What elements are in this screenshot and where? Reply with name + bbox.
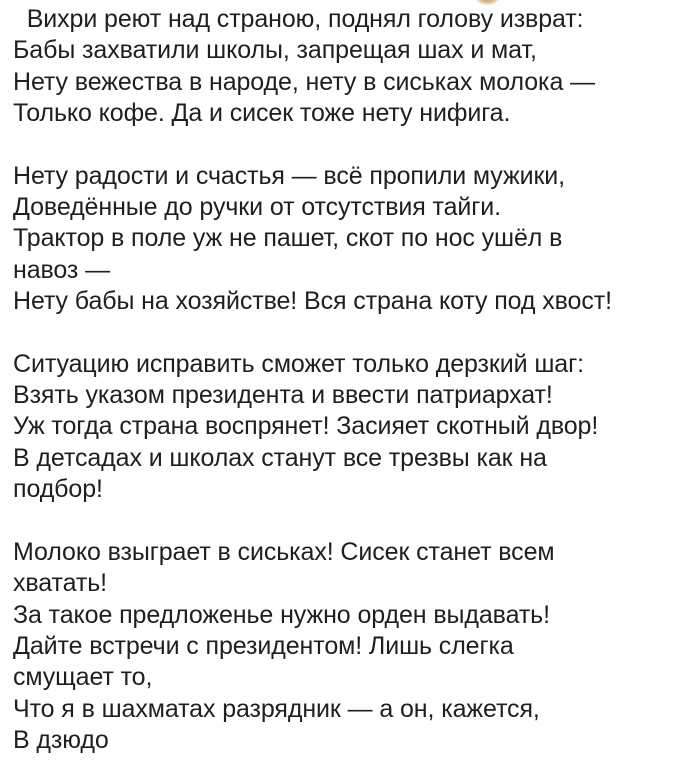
poem-line: смущает то, — [13, 663, 153, 692]
poem-line: Уж тогда страна воспрянет! Засияет скотный двор! — [13, 412, 599, 441]
poem-line: Что я в шахматах разрядник — а он, кажется, — [13, 694, 540, 723]
poem-line: За такое предложенье нужно орден выдавать! — [13, 600, 550, 629]
poem-line: Молоко взыграет в сиськах! Сисек станет всем — [13, 537, 555, 566]
poem-line: Нету вежества в народе, нету в сиськах молока — — [13, 67, 595, 96]
poem-line: В детсадах и школах станут все трезвы как на — [13, 443, 547, 472]
poem-line: Ситуацию исправить сможет только дерзкий шаг: — [13, 349, 584, 378]
poem-line: Только кофе. Да и сисек тоже нету нифига. — [13, 99, 511, 128]
stanza-2 — [13, 161, 694, 318]
poem-line: Бабы захватили школы, запрещая шах и мат, — [13, 36, 537, 65]
poem-line: Вихри реют над страною, поднял голову изврат: — [13, 5, 584, 33]
poem-line: В дзюдо — [13, 725, 109, 754]
poem-line: Нету радости и счастья — всё пропили мужики, — [13, 161, 566, 190]
stanza-1 — [13, 4, 694, 129]
poem-line: хватать! — [13, 569, 107, 598]
poem-line: подбор! — [13, 475, 103, 504]
poem-line: Трактор в поле уж не пашет, скот по нос ушёл в — [13, 224, 563, 253]
poem-line: Нету бабы на хозяйстве! Вся страна коту под хвост! — [13, 287, 612, 316]
poem-line: навоз — — [13, 255, 111, 284]
poem-line: Взять указом президента и ввести патриархат! — [13, 381, 553, 410]
poem-line: Дайте встречи с президентом! Лишь слегка — [13, 631, 514, 660]
poem-line: Доведённые до ручки от отсутствия тайги. — [13, 193, 502, 222]
stanza-3 — [13, 349, 694, 506]
stanza-4 — [13, 537, 694, 756]
